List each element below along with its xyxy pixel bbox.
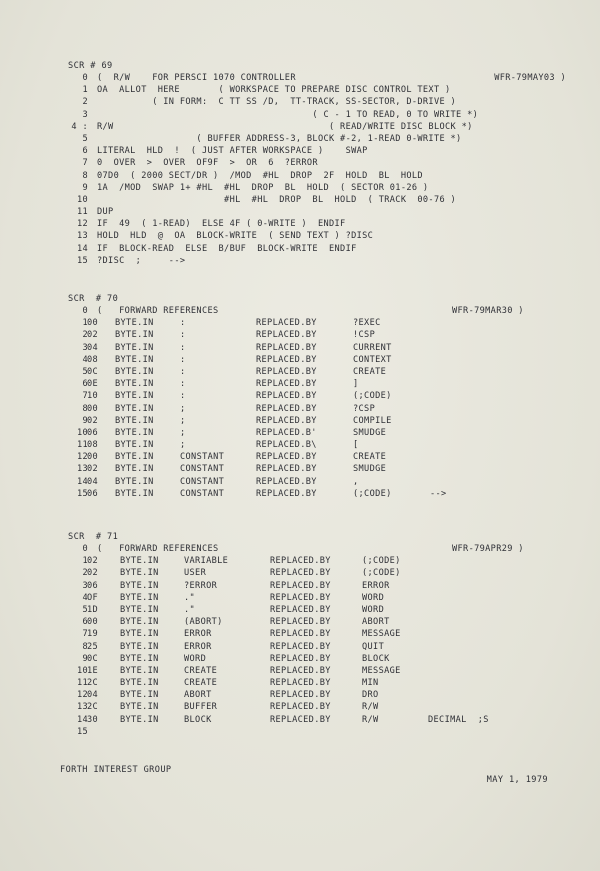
screen-line [60, 255, 580, 267]
line-number: 6 [82, 617, 88, 628]
reference-row [60, 689, 580, 701]
screen-header: SCR # 71 [68, 532, 119, 542]
screen-line [60, 96, 580, 108]
replaced-by-word: REPLACED.BY [270, 702, 331, 713]
replaced-by-word: REPLACED.BY [270, 556, 331, 567]
screen-line [60, 145, 580, 157]
replacement-target: ?EXEC [353, 318, 381, 329]
byte-in-word: BYTE.IN [120, 702, 159, 713]
line-text: IF 49 ( 1-READ) ELSE 4F ( 0-WRITE ) ENDIF [97, 219, 346, 230]
replacement-target: [ [353, 440, 359, 451]
line-number: 9 [82, 182, 88, 193]
replacement-target: WORD [362, 604, 385, 615]
line-number: 8 [82, 641, 88, 652]
line-number: 1 [82, 318, 88, 329]
screen-69 [60, 60, 580, 267]
line-text: ( IN FORM: C TT SS /D, TT-TRACK, SS-SECTOR, D-DRIVE ) [97, 97, 457, 108]
defining-word: CREATE [184, 665, 218, 676]
byte-in-word: BYTE.IN [115, 354, 154, 365]
replaced-by-word: REPLACED.BY [256, 464, 317, 475]
byte-in-word: BYTE.IN [115, 440, 154, 451]
byte-offset: 04 [87, 342, 99, 353]
line-number: 11 [76, 440, 88, 451]
line-text: ( R/W FOR PERSCI 1070 CONTROLLER [97, 73, 296, 83]
replaced-by-word: REPLACED.BY [256, 403, 317, 414]
footer-date: MAY 1, 1979 [486, 775, 548, 785]
defining-word: BUFFER [184, 702, 218, 713]
byte-in-word: BYTE.IN [115, 464, 154, 475]
reference-row [60, 378, 580, 390]
byte-in-word: BYTE.IN [115, 330, 154, 341]
defining-word: : [180, 318, 186, 329]
line-number: 5 [82, 604, 88, 615]
byte-in-word: BYTE.IN [115, 452, 154, 463]
line-number: 0 [82, 306, 88, 316]
line-number: 1 [82, 556, 88, 567]
replacement-target: MESSAGE [362, 665, 401, 676]
screen-71 [60, 531, 580, 738]
byte-offset: 06 [87, 580, 99, 591]
replaced-by-word: REPLACED.BY [270, 604, 331, 615]
defining-word: ." [184, 592, 196, 603]
replaced-by-word: REPLACED.BY [256, 330, 317, 341]
byte-offset: 02 [87, 415, 99, 426]
line-number: 13 [76, 702, 88, 713]
replaced-by-word: REPLACED.B' [256, 427, 317, 438]
byte-offset: 0E [87, 379, 99, 390]
line-number: 0 [82, 544, 88, 554]
screen-line [60, 157, 580, 169]
line-number: 14 [76, 714, 88, 725]
byte-in-word: BYTE.IN [120, 678, 159, 689]
screen-line [60, 121, 580, 133]
defining-word: USER [184, 568, 207, 579]
byte-in-word: BYTE.IN [115, 342, 154, 353]
line-number: 6 [82, 379, 88, 390]
line-number: 7 [82, 629, 88, 640]
line-number: 3 [82, 342, 88, 353]
screen-tag: WFR-79MAY03 ) [494, 73, 566, 83]
line-number: 7 [82, 158, 88, 169]
byte-offset: 08 [87, 440, 99, 451]
byte-offset: 02 [87, 568, 99, 579]
reference-row [60, 592, 580, 604]
replacement-target: ?CSP [353, 403, 376, 414]
byte-offset: 25 [87, 641, 99, 652]
reference-row [60, 354, 580, 366]
defining-word: : [180, 330, 186, 341]
line-number: 5 [82, 366, 88, 377]
screen-line [60, 726, 580, 738]
reference-row [60, 714, 580, 726]
reference-row [60, 665, 580, 677]
byte-offset: 19 [87, 629, 99, 640]
byte-in-word: BYTE.IN [115, 427, 154, 438]
byte-in-word: BYTE.IN [115, 379, 154, 390]
line-number: 10 [76, 665, 88, 676]
screen-line [60, 230, 580, 242]
line-number: 4 [82, 354, 88, 365]
byte-offset: 30 [87, 714, 99, 725]
screen-line [60, 305, 580, 317]
byte-in-word: BYTE.IN [120, 604, 159, 615]
screen-line [60, 194, 580, 206]
byte-in-word: BYTE.IN [115, 366, 154, 377]
replaced-by-word: REPLACED.BY [256, 379, 317, 390]
replacement-target: !CSP [353, 330, 376, 341]
line-number: 1 [82, 85, 88, 96]
line-text: ( FORWARD REFERENCES [97, 544, 219, 554]
reference-row [60, 604, 580, 616]
byte-in-word: BYTE.IN [115, 403, 154, 414]
replacement-target: (;CODE) [353, 391, 392, 402]
line-text: 1A /MOD SWAP 1+ #HL #HL DROP BL HOLD ( SECTOR 01-26 ) [97, 182, 429, 193]
replacement-target: SMUDGE [353, 427, 387, 438]
replaced-by-word: REPLACED.BY [270, 592, 331, 603]
replaced-by-word: REPLACED.BY [270, 653, 331, 664]
decimal-terminator: DECIMAL ;S [428, 714, 489, 725]
reference-row [60, 342, 580, 354]
byte-in-word: BYTE.IN [120, 714, 159, 725]
replaced-by-word: REPLACED.BY [270, 665, 331, 676]
replacement-target: QUIT [362, 641, 385, 652]
defining-word: : [180, 391, 186, 402]
reference-row [60, 701, 580, 713]
line-number: 15 [76, 255, 88, 266]
screen-header: SCR # 69 [68, 61, 113, 71]
reference-row [60, 366, 580, 378]
byte-in-word: BYTE.IN [120, 617, 159, 628]
defining-word: BLOCK [184, 714, 212, 725]
reference-row [60, 567, 580, 579]
defining-word: : [180, 366, 186, 377]
byte-offset: 00 [87, 403, 99, 414]
byte-in-word: BYTE.IN [120, 653, 159, 664]
replacement-target: WORD [362, 592, 385, 603]
defining-word: CONSTANT [180, 488, 225, 499]
replaced-by-word: REPLACED.BY [270, 580, 331, 591]
reference-row [60, 653, 580, 665]
replacement-target: CONTEXT [353, 354, 392, 365]
defining-word: : [180, 342, 186, 353]
replacement-target: (;CODE) [362, 556, 401, 567]
line-text: OA ALLOT HERE ( WORKSPACE TO PREPARE DISC CONTROL TEXT ) [97, 85, 451, 96]
byte-in-word: BYTE.IN [115, 415, 154, 426]
line-number: 10 [76, 194, 88, 205]
byte-in-word: BYTE.IN [120, 580, 159, 591]
byte-offset: 00 [87, 617, 99, 628]
byte-offset: 0C [87, 366, 99, 377]
line-text: ( BUFFER ADDRESS-3, BLOCK #-2, 1-READ 0-WRITE *) [97, 133, 462, 144]
line-number: 11 [76, 678, 88, 689]
replaced-by-word: REPLACED.BY [256, 391, 317, 402]
replaced-by-word: REPLACED.BY [256, 342, 317, 353]
line-number: 6 [82, 146, 88, 157]
replacement-target: ABORT [362, 617, 390, 628]
replaced-by-word: REPLACED.BY [270, 678, 331, 689]
line-text: HOLD HLD @ OA BLOCK-WRITE ( SEND TEXT ) ?DISC [97, 231, 374, 242]
line-number: 3 [82, 580, 88, 591]
defining-word: ." [184, 604, 196, 615]
screen-line [60, 182, 580, 194]
reference-row [60, 641, 580, 653]
byte-in-word: BYTE.IN [120, 592, 159, 603]
byte-in-word: BYTE.IN [120, 556, 159, 567]
byte-in-word: BYTE.IN [115, 391, 154, 402]
line-number: 2 [82, 568, 88, 579]
line-number: 8 [82, 403, 88, 414]
line-text: ?DISC ; --> [97, 255, 186, 266]
byte-offset: 10 [87, 391, 99, 402]
line-number: 15 [76, 488, 88, 499]
replaced-by-word: REPLACED.BY [256, 318, 317, 329]
defining-word: ERROR [184, 629, 212, 640]
line-number: 3 [82, 109, 88, 120]
replacement-target: DRO [362, 690, 379, 701]
line-number: 12 [76, 219, 88, 230]
defining-word: ; [180, 427, 186, 438]
defining-word: : [180, 379, 186, 390]
replacement-target: CREATE [353, 366, 387, 377]
replaced-by-word: REPLACED.BY [256, 488, 317, 499]
defining-word: : [180, 354, 186, 365]
replaced-by-word: REPLACED.BY [270, 629, 331, 640]
reference-row [60, 317, 580, 329]
byte-in-word: BYTE.IN [120, 665, 159, 676]
byte-in-word: BYTE.IN [120, 690, 159, 701]
defining-word: CONSTANT [180, 476, 225, 487]
replacement-target: CURRENT [353, 342, 392, 353]
byte-offset: OF [87, 592, 99, 603]
reference-row [60, 451, 580, 463]
byte-offset: 2C [87, 678, 99, 689]
line-number: 2 [82, 330, 88, 341]
replaced-by-word: REPLACED.BY [256, 415, 317, 426]
replaced-by-word: REPLACED.BY [256, 476, 317, 487]
line-number: 14 [76, 476, 88, 487]
line-text: 0 OVER > OVER OF9F > OR 6 ?ERROR [97, 158, 318, 169]
reference-row [60, 329, 580, 341]
replaced-by-word: REPLACED.BY [256, 452, 317, 463]
byte-offset: 1E [87, 665, 99, 676]
line-number: 15 [76, 726, 88, 737]
defining-word: CREATE [184, 678, 218, 689]
line-number: 8 [82, 170, 88, 181]
footer-organization: FORTH INTEREST GROUP [60, 765, 172, 775]
replacement-target: (;CODE) [362, 568, 401, 579]
line-text: ( FORWARD REFERENCES [97, 306, 219, 316]
line-number: 13 [76, 464, 88, 475]
line-number: 9 [82, 653, 88, 664]
replacement-target: (;CODE) [353, 488, 392, 499]
line-number: 7 [82, 391, 88, 402]
line-number: 2 [82, 97, 88, 108]
replacement-target: ] [353, 379, 359, 390]
replaced-by-word: REPLACED.BY [270, 641, 331, 652]
reference-row [60, 555, 580, 567]
byte-offset: 06 [87, 427, 99, 438]
line-text: LITERAL HLD ! ( JUST AFTER WORKSPACE ) SWAP [97, 146, 368, 157]
replaced-by-word: REPLACED.BY [256, 366, 317, 377]
screen-line [60, 218, 580, 230]
defining-word: CONSTANT [180, 452, 225, 463]
replaced-by-word: REPLACED.B\ [256, 440, 317, 451]
byte-offset: 00 [87, 452, 99, 463]
defining-word: CONSTANT [180, 464, 225, 475]
byte-offset: 02 [87, 556, 99, 567]
screen-line [60, 543, 580, 555]
reference-row [60, 580, 580, 592]
reference-row [60, 677, 580, 689]
reference-row [60, 476, 580, 488]
byte-in-word: BYTE.IN [120, 641, 159, 652]
reference-row [60, 403, 580, 415]
line-number: 5 [82, 133, 88, 144]
line-number: 14 [76, 243, 88, 254]
defining-word: ; [180, 440, 186, 451]
replaced-by-word: REPLACED.BY [270, 568, 331, 579]
byte-offset: 04 [87, 690, 99, 701]
byte-offset: 0C [87, 653, 99, 664]
replacement-target: CREATE [353, 452, 387, 463]
screen-line [60, 243, 580, 255]
reference-row [60, 616, 580, 628]
reference-row [60, 488, 580, 500]
replacement-target: MESSAGE [362, 629, 401, 640]
byte-offset: 1D [87, 604, 99, 615]
line-text: 07D0 ( 2000 SECT/DR ) /MOD #HL DROP 2F HOLD BL HOLD [97, 170, 423, 181]
screen-70 [60, 293, 580, 500]
replaced-by-word: REPLACED.BY [270, 714, 331, 725]
line-number: 4 : [71, 121, 88, 132]
line-text: IF BLOCK-READ ELSE B/BUF BLOCK-WRITE ENDIF [97, 243, 357, 254]
line-number: 12 [76, 690, 88, 701]
replacement-target: , [353, 476, 359, 487]
line-text: ( C - 1 TO READ, 0 TO WRITE *) [97, 109, 479, 120]
replacement-target: R/W [362, 714, 379, 725]
byte-in-word: BYTE.IN [115, 318, 154, 329]
defining-word: ERROR [184, 641, 212, 652]
line-number: 11 [76, 207, 88, 218]
screen-line [60, 170, 580, 182]
replacement-target: BLOCK [362, 653, 390, 664]
line-text: DUP [97, 207, 114, 218]
line-number: 12 [76, 452, 88, 463]
screen-line [60, 109, 580, 121]
byte-offset: 08 [87, 354, 99, 365]
byte-in-word: BYTE.IN [120, 629, 159, 640]
defining-word: ; [180, 403, 186, 414]
line-number: 13 [76, 231, 88, 242]
line-text: R/W ( READ/WRITE DISC BLOCK *) [97, 121, 473, 132]
reference-row [60, 427, 580, 439]
replacement-target: ERROR [362, 580, 390, 591]
replacement-target: SMUDGE [353, 464, 387, 475]
byte-offset: 02 [87, 330, 99, 341]
byte-offset: 02 [87, 464, 99, 475]
screen-line [60, 133, 580, 145]
line-text: #HL #HL DROP BL HOLD ( TRACK 00-76 ) [97, 194, 457, 205]
byte-offset: 06 [87, 488, 99, 499]
replaced-by-word: REPLACED.BY [270, 617, 331, 628]
screen-line [60, 72, 580, 84]
defining-word: ?ERROR [184, 580, 218, 591]
screen-tag: WFR-79MAR30 ) [452, 306, 524, 316]
defining-word: ; [180, 415, 186, 426]
byte-in-word: BYTE.IN [120, 568, 159, 579]
defining-word: ABORT [184, 690, 212, 701]
line-number: 9 [82, 415, 88, 426]
reference-row [60, 463, 580, 475]
screen-header: SCR # 70 [68, 294, 119, 304]
byte-in-word: BYTE.IN [115, 488, 154, 499]
replaced-by-word: REPLACED.BY [270, 690, 331, 701]
defining-word: (ABORT) [184, 617, 223, 628]
screen-line [60, 84, 580, 96]
replacement-target: MIN [362, 678, 379, 689]
reference-row [60, 628, 580, 640]
reference-row [60, 390, 580, 402]
replaced-by-word: REPLACED.BY [256, 354, 317, 365]
byte-in-word: BYTE.IN [115, 476, 154, 487]
continuation-arrow: --> [430, 488, 447, 499]
line-number: 10 [76, 427, 88, 438]
replacement-target: R/W [362, 702, 379, 713]
reference-row [60, 415, 580, 427]
byte-offset: 04 [87, 476, 99, 487]
defining-word: WORD [184, 653, 207, 664]
defining-word: VARIABLE [184, 556, 229, 567]
line-number: 0 [82, 73, 88, 83]
byte-offset: 2C [87, 702, 99, 713]
screen-tag: WFR-79APR29 ) [452, 544, 524, 554]
page-footer [60, 755, 548, 785]
line-number: 4 [82, 592, 88, 603]
reference-row [60, 439, 580, 451]
screen-line [60, 206, 580, 218]
byte-offset: 00 [87, 318, 99, 329]
replacement-target: COMPILE [353, 415, 392, 426]
